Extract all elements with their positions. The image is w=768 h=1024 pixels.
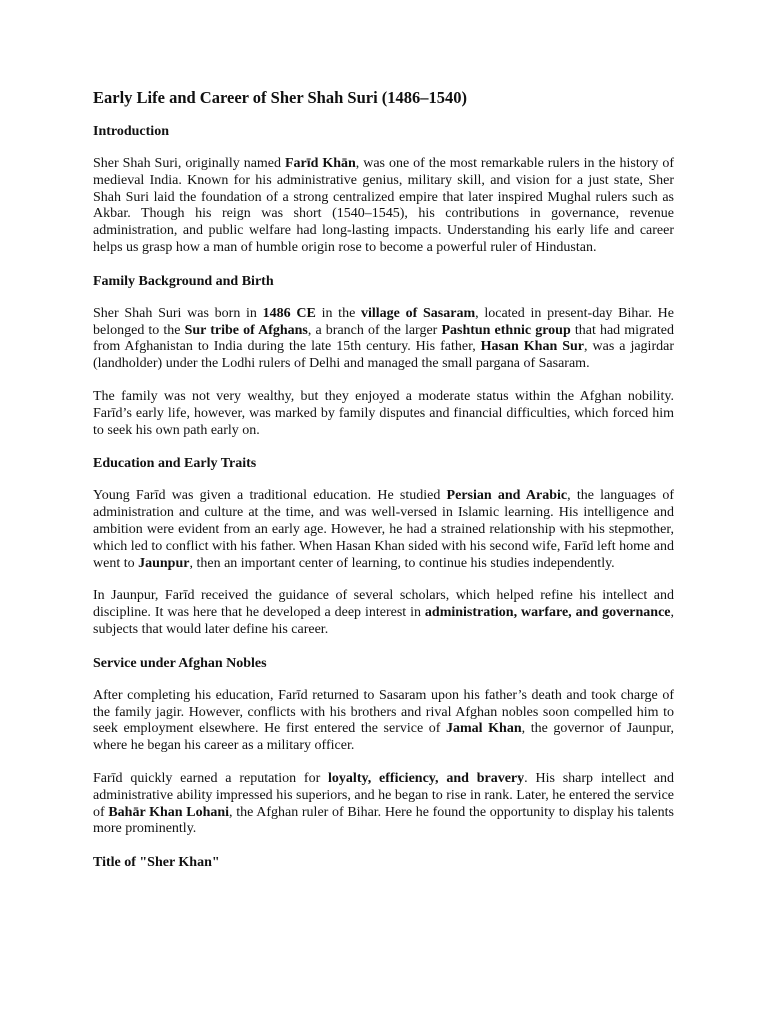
text-run: , was one of the most remarkable rulers in the history of medieval India. Known for his administrative genius, military skill, and vision for a just state, Sher Shah Suri laid the foundation of a strong centralized empire that later inspired Mughal rulers such as Akbar. Though his reign was short (1540–1545), his contributions in governance, revenue administration, and public welfare had long-lasting impacts. Understanding his early life and career helps us grasp how a man of humble origin rose to become a powerful ruler of Hindustan.	[93, 156, 674, 255]
text-run: , the languages of administration and culture at the time, and was well-versed in Islamic learning. His intelligence and ambition were evident from an early age. However, he had a strained relationship with his stepmother, which led to conflict with his father. When Hasan Khan sided with his second wife, Farīd left home and went to	[93, 488, 675, 571]
bold-text: loyalty, efficiency, and bravery	[328, 770, 525, 786]
text-run: After completing his education, Farīd returned to Sasaram upon his father’s death and took charge of the family jagir. However, conflicts with his brothers and rival Afghan nobles soon compelled him to seek employment elsewhere. He first entered the service of	[93, 687, 674, 737]
text-run: Sher Shah Suri, originally named	[93, 156, 285, 171]
document-title: Early Life and Career of Sher Shah Suri (1486–1540)	[93, 88, 468, 107]
bold-text: Hasan Khan Sur	[480, 339, 585, 355]
bold-text: Farīd Khān	[284, 156, 356, 171]
bold-text: 1486 CE	[262, 305, 316, 321]
text-run: , a branch of the larger	[307, 322, 442, 338]
paragraph	[93, 588, 674, 638]
text-run: Young Farīd was given a traditional education. He studied	[93, 488, 447, 504]
text-run: , then an important center of learning, to continue his studies independently.	[189, 555, 615, 571]
paragraph	[93, 156, 674, 257]
paragraph	[93, 688, 674, 755]
section-heading: Title of "Sher Khan"	[93, 855, 220, 871]
text-run: , was a jagirdar (landholder) under the Lodhi rulers of Delhi and managed the small pargana of Sasaram.	[93, 339, 674, 372]
text-run: In Jaunpur, Farīd received the guidance of several scholars, which helped refine his intellect and discipline. It was here that he developed a deep interest in	[93, 588, 674, 621]
paragraph	[93, 488, 674, 572]
text-run: Farīd quickly earned a reputation for	[93, 770, 329, 786]
text-run: , the Afghan ruler of Bihar. Here he found the opportunity to display his talents more prominently.	[93, 804, 674, 837]
text-run: Sher Shah Suri was born in	[93, 305, 263, 321]
document-body	[93, 88, 674, 871]
bold-text: administration, warfare, and governance	[424, 605, 671, 621]
section-heading: Family Background and Birth	[93, 273, 274, 289]
section-heading: Introduction	[93, 124, 169, 139]
bold-text: Persian and Arabic	[446, 488, 568, 504]
text-run: . His sharp intellect and administrative ability impressed his superiors, and he began to rise in rank. Later, he entered the service of	[93, 770, 674, 820]
section-heading: Education and Early Traits	[93, 456, 257, 472]
paragraph	[93, 306, 674, 373]
text-run: that had migrated from Afghanistan to India during the late 15th century. His father,	[93, 322, 675, 355]
bold-text: Pashtun ethnic group	[441, 322, 571, 338]
sections-container	[93, 123, 674, 871]
text-run: The family was not very wealthy, but they enjoyed a moderate status within the Afghan nobility. Farīd’s early life, however, was marked by family disputes and financial difficulties, which forced him to seek his own path early on.	[93, 388, 674, 438]
text-run: , located in present-day Bihar. He belonged to the	[93, 305, 675, 338]
text-run: in the	[315, 305, 362, 321]
paragraph	[93, 389, 674, 439]
bold-text: village of Sasaram	[361, 305, 476, 321]
bold-text: Bahār Khan Lohani	[108, 804, 230, 820]
bold-text: Jamal Khan	[446, 721, 522, 737]
section-heading: Service under Afghan Nobles	[93, 655, 267, 671]
bold-text: Sur tribe of Afghans	[184, 322, 308, 338]
text-run: , subjects that would later define his career.	[93, 605, 674, 637]
text-run: , the governor of Jaunpur, where he began his career as a military officer.	[93, 721, 674, 754]
paragraph	[93, 771, 674, 838]
bold-text: Jaunpur	[138, 555, 190, 571]
